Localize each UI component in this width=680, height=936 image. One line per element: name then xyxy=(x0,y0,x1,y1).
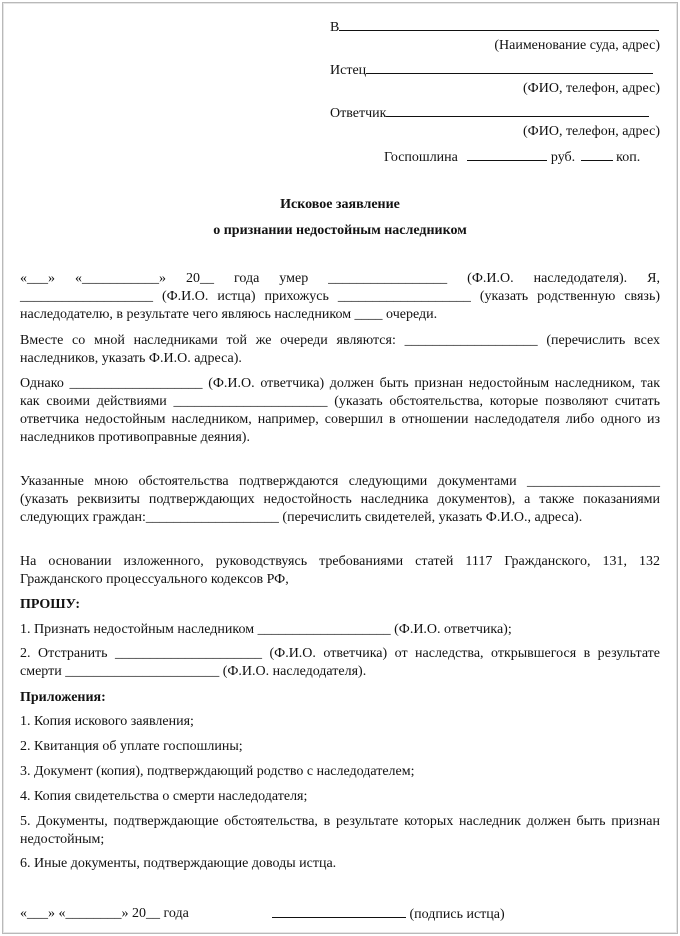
fee-rub-blank xyxy=(467,148,547,161)
attachments-heading: Приложения: xyxy=(20,690,106,705)
plaintiff-line xyxy=(330,61,653,80)
plaintiff-label: Истец xyxy=(330,63,367,78)
attachment-item-2: 2. Квитанция об уплате госпошлины; xyxy=(20,739,243,754)
defendant-hint: (ФИО, телефон, адрес) xyxy=(523,124,660,139)
paragraph-death-notice: «___» «___________» 20__ года умер _________________ (Ф.И.О. наследодателя). Я, ___________________ (Ф.И.О. истца) прихожусь ___________________ (указать родственную связь) наследодателю, в результате чего являюсь наследником ____ очереди. xyxy=(20,271,660,322)
paragraph-grounds: Однако ___________________ (Ф.И.О. ответчика) должен быть признан недостойным наследником, так как своими действиями ______________________ (указать обстоятельства, которые позволяют считать ответчика недостойным наследником, например, совершил в отношении наследодателя либо одного из наследников противоправные деяния). xyxy=(20,376,660,445)
court-hint: (Наименование суда, адрес) xyxy=(494,38,660,53)
attachment-item-5: 5. Документы, подтверждающие обстоятельства, в результате которых наследник должен быть признан недостойным; xyxy=(20,814,660,847)
signature-hint: (подпись истца) xyxy=(409,907,505,922)
fee-kop-blank xyxy=(581,148,613,161)
request-item-2: 2. Отстранить _____________________ (Ф.И.О. ответчика) от наследства, открывшегося в результате смерти ______________________ (Ф.И.О. наследодателя). xyxy=(20,646,660,679)
signature-blank xyxy=(272,905,406,918)
doc-title-line1: Исковое заявление xyxy=(280,197,400,212)
paragraph-other-heirs: Вместе со мной наследниками той же очереди являются: ___________________ (перечислить всех наследников, указать Ф.И.О. адреса). xyxy=(20,333,660,366)
attachment-item-3: 3. Документ (копия), подтверждающий родство с наследодателем; xyxy=(20,764,415,779)
fee-rub: руб. xyxy=(550,150,576,165)
defendant-blank xyxy=(386,104,649,117)
signature-block xyxy=(272,905,505,924)
footer-date: «___» «________» 20__ года xyxy=(20,906,189,921)
court-blank xyxy=(339,18,659,31)
plaintiff-hint: (ФИО, телефон, адрес) xyxy=(523,81,660,96)
attachment-item-4: 4. Копия свидетельства о смерти наследодателя; xyxy=(20,789,308,804)
request-heading: ПРОШУ: xyxy=(20,597,81,612)
attachment-item-1: 1. Копия искового заявления; xyxy=(20,714,194,729)
paragraph-legal-basis: На основании изложенного, руководствуясь требованиями статей 1117 Гражданского, 131, 132 Гражданского процессуального кодексов РФ, xyxy=(20,554,660,587)
attachment-item-6: 6. Иные документы, подтверждающие доводы истца. xyxy=(20,856,337,871)
request-item-1: 1. Признать недостойным наследником ___________________ (Ф.И.О. ответчика); xyxy=(20,622,512,637)
court-line xyxy=(330,18,659,37)
defendant-line xyxy=(330,104,649,123)
paragraph-evidence: Указанные мною обстоятельства подтверждаются следующими документами ___________________ (указать реквизиты подтверждающих недостойность наследника документов), а также показаниями следующих граждан:___________________ (перечислить свидетелей, указать Ф.И.О., адреса). xyxy=(20,474,660,525)
defendant-label: Ответчик xyxy=(330,106,387,121)
plaintiff-blank xyxy=(366,61,653,74)
fee-line xyxy=(384,148,640,167)
to-prefix: В xyxy=(330,20,340,35)
fee-kop: коп. xyxy=(616,150,641,165)
fee-label: Госпошлина xyxy=(384,150,458,165)
doc-title-line2: о признании недостойным наследником xyxy=(213,223,467,238)
